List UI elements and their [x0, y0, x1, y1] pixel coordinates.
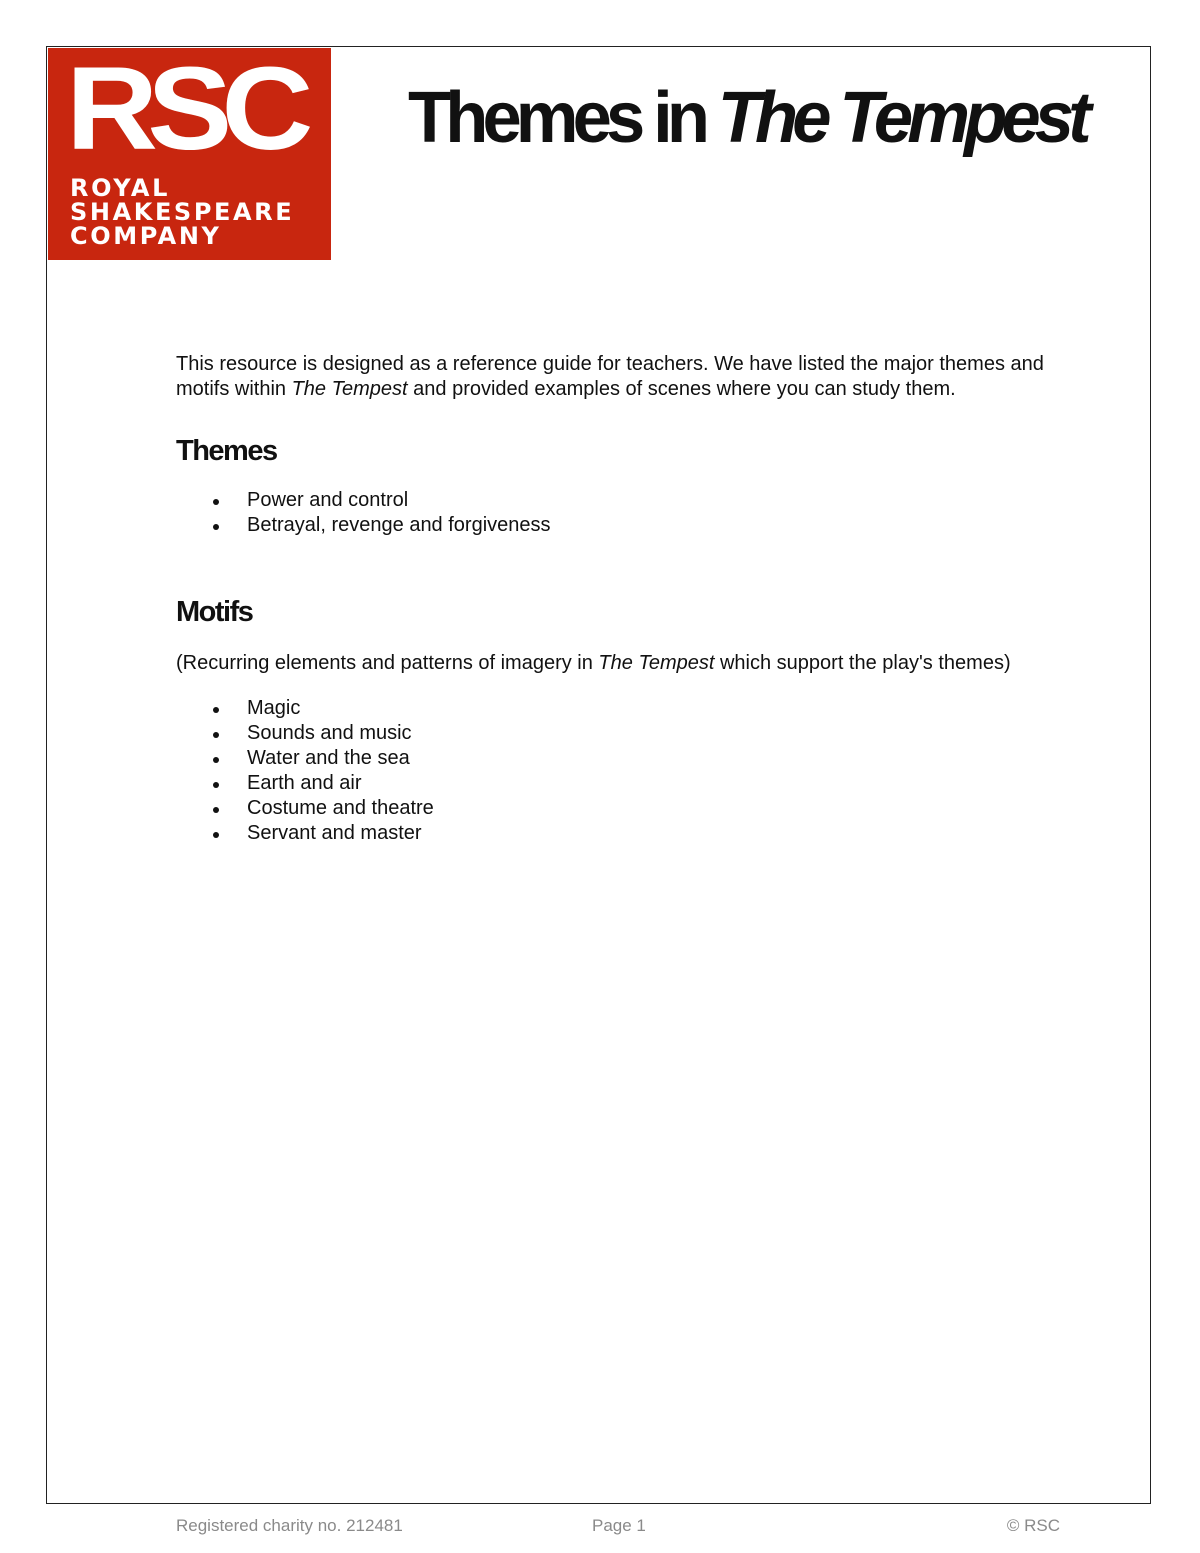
- logo-mark: RSC: [66, 48, 303, 175]
- title-play-name: The Tempest: [717, 78, 1086, 158]
- list-item-motif: Servant and master: [247, 821, 1056, 846]
- logo-line-royal: ROYAL: [70, 174, 170, 202]
- list-item-motif: Magic: [247, 696, 1056, 721]
- intro-text-1: This resource is designed as a reference guide for teachers. We have listed the major themes and motifs within: [176, 353, 1044, 400]
- motifs-note-play-name: The Tempest: [598, 652, 715, 674]
- themes-heading: Themes: [176, 435, 277, 467]
- list-item-motif: Sounds and music: [247, 721, 1056, 746]
- list-item-theme: Power and control: [247, 488, 1056, 513]
- list-item-motif: Costume and theatre: [247, 796, 1056, 821]
- intro-play-name: The Tempest: [291, 378, 408, 400]
- footer-copyright: © RSC: [1006, 1516, 1060, 1535]
- motifs-note-text-1: (Recurring elements and patterns of imagery in: [176, 652, 599, 674]
- list-item-theme: Betrayal, revenge and forgiveness: [247, 513, 1056, 538]
- page-title: [408, 78, 1086, 158]
- logo-wordmark: [70, 176, 294, 248]
- title-prefix: Themes in: [408, 78, 718, 158]
- main-content: [176, 352, 1056, 846]
- rsc-logo: [48, 48, 331, 260]
- footer-charity-number: Registered charity no. 212481: [176, 1516, 403, 1535]
- motifs-heading: Motifs: [176, 596, 253, 628]
- motifs-note-text-2: which support the play's themes): [714, 652, 1011, 674]
- logo-line-company: COMPANY: [70, 222, 222, 250]
- logo-line-shakespeare: SHAKESPEARE: [70, 198, 295, 226]
- intro-paragraph: [176, 352, 1056, 402]
- list-item-motif: Earth and air: [247, 771, 1056, 796]
- themes-list: [176, 488, 1056, 538]
- motifs-note: [176, 651, 1056, 676]
- list-item-motif: Water and the sea: [247, 746, 1056, 771]
- intro-text-2: and provided examples of scenes where you can study them.: [407, 378, 956, 400]
- footer-page-number: Page 1: [592, 1516, 646, 1535]
- motifs-list: [176, 696, 1056, 846]
